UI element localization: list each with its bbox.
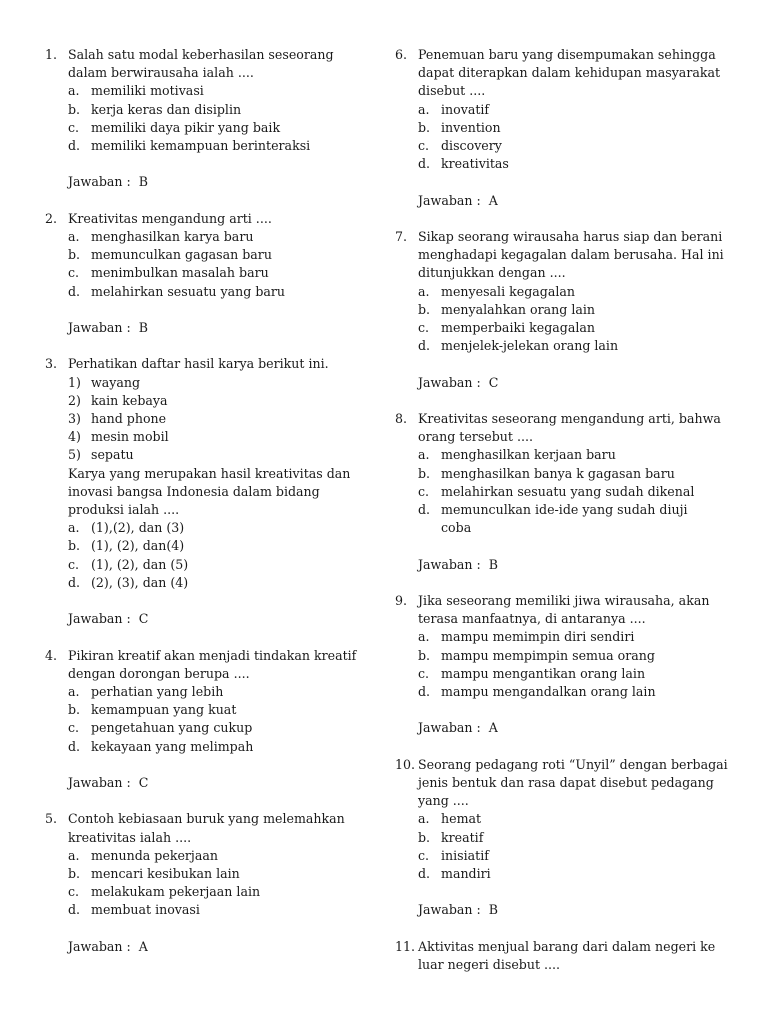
option-a: a. menghasilkan karya baru xyxy=(68,229,254,244)
option-a: a. menghasilkan kerjaan baru xyxy=(418,447,616,463)
question-number: 4. xyxy=(45,647,58,663)
option-a: a. inovatif xyxy=(418,101,490,117)
question-number: 11. xyxy=(395,938,416,954)
answer-key: Jawaban : B xyxy=(418,902,499,918)
answer-key: Jawaban : C xyxy=(68,611,149,627)
question-number: 8. xyxy=(395,411,408,426)
option-d: d. kreativitas xyxy=(418,156,509,172)
question-text: Sikap seorang wirausaha harus siap dan berani menghadapi kegagalan dalam berusaha. Hal ini ditunjukkan dengan .... xyxy=(418,229,724,281)
option-d: d. melahirkan sesuatu yang baru xyxy=(68,283,286,299)
option-c: c. menimbulkan masalah baru xyxy=(68,265,269,281)
question-number: 9. xyxy=(395,593,408,608)
option-a: a. perhatian yang lebih xyxy=(68,684,224,700)
option-b: b. kerja keras dan disiplin xyxy=(68,101,242,117)
question-text: Kreativitas mengandung arti .... xyxy=(68,210,272,226)
list-item-2: 2) kain kebaya xyxy=(68,392,168,408)
question-8 xyxy=(395,410,730,574)
question-number: 5. xyxy=(45,811,58,827)
question-11 xyxy=(395,938,730,974)
question-text: Pikiran kreatif akan menjadi tindakan kreatif dengan dorongan berupa .... xyxy=(68,647,357,681)
question-number: 3. xyxy=(45,356,58,372)
question-number: 6. xyxy=(395,47,408,62)
option-c: c. melakukam pekerjaan lain xyxy=(68,884,261,900)
list-item-5: 5) sepatu xyxy=(68,447,134,463)
answer-key: Jawaban : B xyxy=(68,174,149,190)
option-c: c. discovery xyxy=(418,138,502,154)
option-d: d. membuat inovasi xyxy=(68,902,200,918)
question-9 xyxy=(395,592,730,738)
option-c: c. mampu mengantikan orang lain xyxy=(418,665,646,681)
question-text: Salah satu modal keberhasilan seseorang dalam berwirausaha ialah .... xyxy=(68,47,334,81)
left-column xyxy=(45,46,365,974)
answer-key: Jawaban : C xyxy=(418,374,499,390)
question-3 xyxy=(45,355,365,628)
question-4 xyxy=(45,647,365,793)
question-text: Penemuan baru yang disempumakan sehingga dapat diterapkan dalam kehidupan masyarakat disebut .... xyxy=(418,47,721,99)
question-text: Contoh kebiasaan buruk yang melemahkan kreativitas ialah .... xyxy=(68,811,345,845)
option-c: c. memiliki daya pikir yang baik xyxy=(68,119,281,135)
option-b: b. (1), (2), dan(4) xyxy=(68,538,185,554)
question-text: Seorang pedagang roti “Unyil” dengan berbagai jenis bentuk dan rasa dapat disebut pedagang yang .... xyxy=(418,756,728,809)
question-5 xyxy=(45,810,365,956)
question-number: 7. xyxy=(395,229,408,244)
right-column xyxy=(395,46,730,992)
option-b: b. mampu mempimpin semua orang xyxy=(418,647,655,663)
question-10 xyxy=(395,756,730,920)
option-b: b. kemampuan yang kuat xyxy=(68,702,237,718)
option-c: c. (1), (2), dan (5) xyxy=(68,556,189,572)
answer-key: Jawaban : A xyxy=(68,938,148,954)
question-text: Jika seseorang memiliki jiwa wirausaha, akan terasa manfaatnya, di antaranya .... xyxy=(418,593,710,627)
question-text: Aktivitas menjual barang dari dalam negeri ke luar negeri disebut .... xyxy=(418,938,716,972)
answer-key: Jawaban : C xyxy=(68,775,149,791)
option-d: d. mampu mengandalkan orang lain xyxy=(418,684,656,700)
list-item-3: 3) hand phone xyxy=(68,411,167,426)
option-a: a. menunda pekerjaan xyxy=(68,847,218,863)
question-text: Kreativitas seseorang mengandung arti, bahwa orang tersebut .... xyxy=(418,411,721,445)
option-c: c. memperbaiki kegagalan xyxy=(418,320,596,336)
option-c: c. inisiatif xyxy=(418,847,489,863)
question-number: 2. xyxy=(45,210,58,226)
option-b: b. mencari kesibukan lain xyxy=(68,866,240,882)
option-a: a. menyesali kegagalan xyxy=(418,283,575,299)
option-b: b. memunculkan gagasan baru xyxy=(68,247,272,263)
answer-key: Jawaban : B xyxy=(68,320,149,335)
question-1 xyxy=(45,46,365,192)
question-2 xyxy=(45,210,365,337)
option-d: d. memunculkan ide-ide yang sudah diuji coba xyxy=(418,502,688,536)
option-a: a. (1),(2), dan (3) xyxy=(68,520,185,536)
option-a: a. mampu memimpin diri sendiri xyxy=(418,629,635,645)
option-c: c. melahirkan sesuatu yang sudah dikenal xyxy=(418,483,695,499)
option-d: d. memiliki kemampuan berinteraksi xyxy=(68,138,311,154)
answer-key: Jawaban : A xyxy=(418,720,498,736)
answer-key: Jawaban : A xyxy=(418,192,498,208)
option-b: b. menyalahkan orang lain xyxy=(418,301,595,317)
list-item-1: 1) wayang xyxy=(68,374,141,390)
option-b: b. kreatif xyxy=(418,829,484,845)
option-d: d. mandiri xyxy=(418,866,491,882)
option-d: d. menjelek-jelekan orang lain xyxy=(418,338,619,354)
option-a: a. hemat xyxy=(418,811,482,827)
question-number: 10. xyxy=(395,756,416,772)
list-item-4: 4) mesin mobil xyxy=(68,429,169,445)
option-b: b. menghasilkan banya k gagasan baru xyxy=(418,465,675,481)
question-text-continued: Karya yang merupakan hasil kreativitas dan inovasi bangsa Indonesia dalam bidang produksi ialah .... xyxy=(68,465,351,518)
option-c: c. pengetahuan yang cukup xyxy=(68,720,253,736)
question-6 xyxy=(395,46,730,210)
option-b: b. invention xyxy=(418,119,501,135)
question-text: Perhatikan daftar hasil karya berikut ini. xyxy=(68,356,329,372)
answer-key: Jawaban : B xyxy=(418,556,499,572)
option-a: a. memiliki motivasi xyxy=(68,83,204,99)
question-number: 1. xyxy=(45,47,58,62)
option-d: d. kekayaan yang melimpah xyxy=(68,738,254,754)
question-7 xyxy=(395,228,730,392)
option-d: d. (2), (3), dan (4) xyxy=(68,574,189,590)
